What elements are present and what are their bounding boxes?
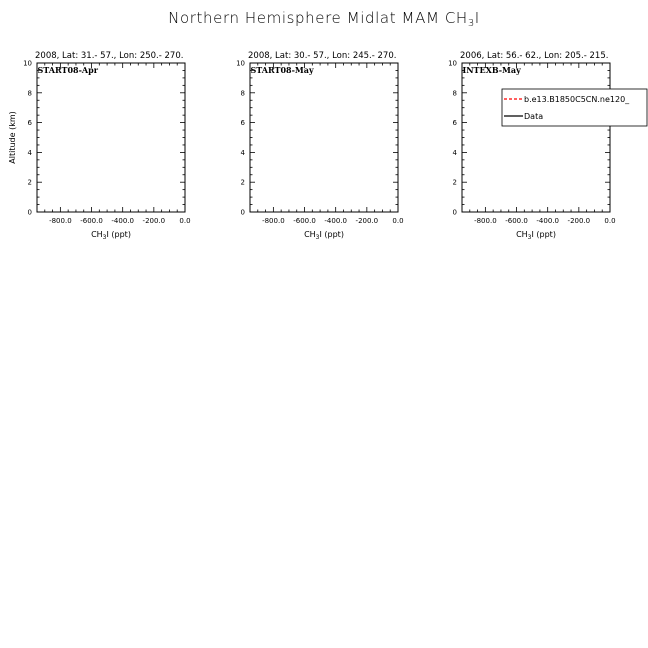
x-tick-label: -400.0: [324, 217, 347, 225]
y-tick-label: 0: [27, 208, 32, 217]
x-axis-label-subscript: 3: [102, 234, 107, 241]
legend-label: Data: [524, 112, 544, 121]
x-axis-label: [516, 230, 556, 241]
x-tick-label: -800.0: [262, 217, 285, 225]
panel-3: [448, 51, 647, 241]
y-tick-label: 10: [448, 59, 457, 68]
y-tick-label: 8: [452, 89, 457, 98]
x-axis-label-end: I (ppt): [531, 230, 556, 239]
x-tick-label: 0.0: [179, 217, 191, 225]
y-tick-label: 8: [240, 89, 245, 98]
x-tick-label: -200.0: [142, 217, 166, 225]
figure-title: [168, 9, 480, 29]
y-tick-label: 2: [452, 178, 457, 187]
y-axis-label: Altitude (km): [8, 111, 17, 164]
figure-title-subscript: 3: [467, 18, 475, 29]
x-axis-label: [91, 230, 131, 241]
y-tick-label: 6: [452, 119, 457, 128]
y-tick-label: 2: [27, 178, 32, 187]
x-axis-label-end: I (ppt): [106, 230, 131, 239]
y-tick-label: 6: [240, 119, 245, 128]
y-tick-label: 10: [23, 59, 32, 68]
x-axis-label-subscript: 3: [315, 234, 320, 241]
y-tick-label: 10: [236, 59, 245, 68]
x-tick-label: 0.0: [392, 217, 404, 225]
x-axis-label: [304, 230, 344, 241]
y-tick-label: 6: [27, 119, 32, 128]
plot-frame: [462, 63, 610, 212]
x-tick-label: 0.0: [604, 217, 616, 225]
x-tick-label: -400.0: [111, 217, 134, 225]
y-tick-label: 8: [27, 89, 32, 98]
x-axis-label-subscript: 3: [527, 234, 532, 241]
campaign-label: START08-Apr: [37, 65, 98, 75]
y-tick-label: 4: [27, 148, 32, 157]
panel-2: [236, 51, 403, 241]
x-tick-label: -200.0: [567, 217, 591, 225]
panel-header: 2008, Lat: 30.- 57., Lon: 245.- 270.: [248, 51, 397, 61]
panel-1: [8, 51, 191, 241]
y-tick-label: 4: [452, 148, 457, 157]
legend-label: b.e13.B1850C5CN.ne120_: [524, 95, 630, 104]
x-tick-label: -600.0: [505, 217, 528, 225]
y-tick-label: 0: [452, 208, 457, 217]
x-axis-label-main: CH: [91, 230, 103, 239]
y-tick-label: 4: [240, 148, 245, 157]
x-tick-label: -800.0: [474, 217, 497, 225]
x-tick-label: -200.0: [355, 217, 379, 225]
panel-header: 2008, Lat: 31.- 57., Lon: 250.- 270.: [35, 51, 184, 61]
y-tick-label: 2: [240, 178, 245, 187]
figure-title-main: Northern Hemisphere Midlat MAM CH: [168, 9, 468, 27]
x-axis-label-main: CH: [304, 230, 316, 239]
x-axis-label-main: CH: [516, 230, 528, 239]
plot-frame: [250, 63, 398, 212]
panel-header: 2006, Lat: 56.- 62., Lon: 205.- 215.: [460, 51, 609, 61]
x-tick-label: -400.0: [536, 217, 559, 225]
campaign-label: INTEXB-May: [462, 65, 521, 75]
panels: [8, 51, 647, 241]
x-tick-label: -600.0: [293, 217, 316, 225]
x-tick-label: -600.0: [80, 217, 103, 225]
campaign-label: START08-May: [250, 65, 314, 75]
figure-title-end: I: [474, 9, 480, 27]
plot-frame: [37, 63, 185, 212]
x-axis-label-end: I (ppt): [319, 230, 344, 239]
x-tick-label: -800.0: [49, 217, 72, 225]
y-tick-label: 0: [240, 208, 245, 217]
legend: [502, 89, 647, 126]
